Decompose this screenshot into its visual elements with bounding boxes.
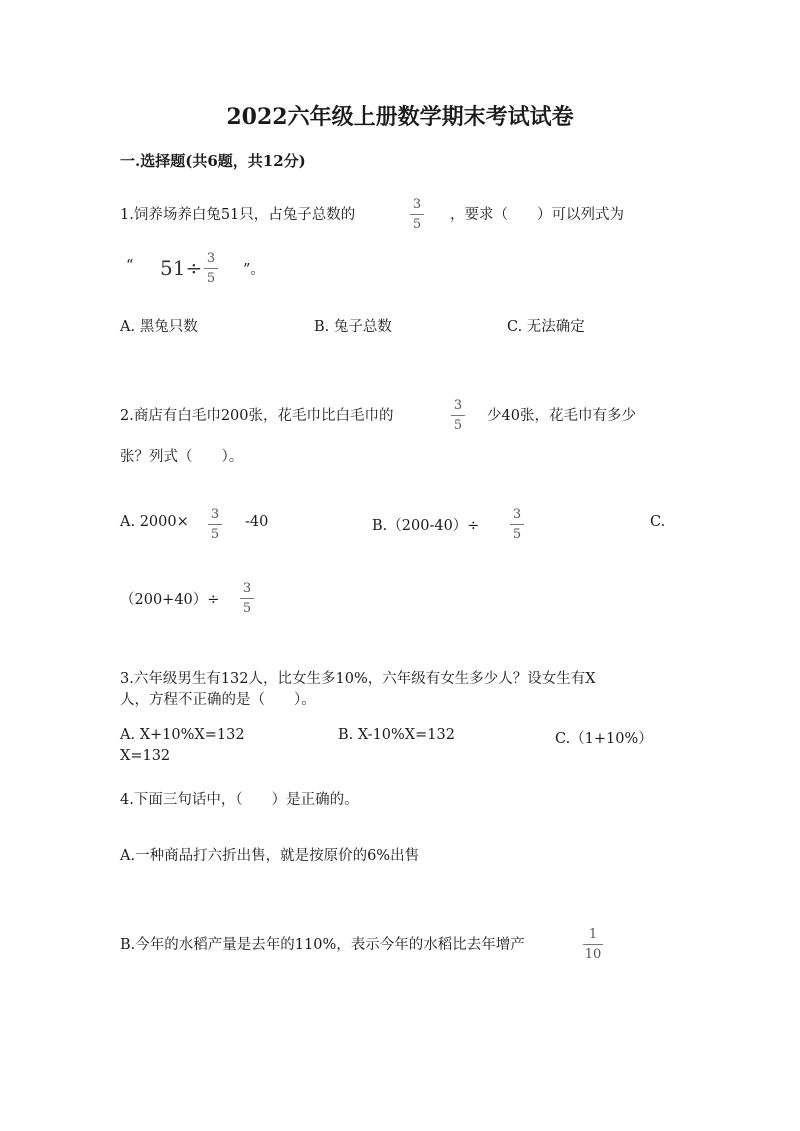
q1-quote-close: ”。	[243, 262, 265, 278]
q3-option-c[interactable]: C.（1+10%）	[555, 731, 653, 747]
q4-option-b-fraction	[583, 928, 603, 961]
q1-option-c[interactable]: C. 无法确定	[507, 319, 585, 335]
q3-stem-line2: 人，方程不正确的是（ ）。	[120, 692, 316, 708]
numerator: 1	[588, 927, 598, 942]
q4-stem: 4.下面三句话中，（ ）是正确的。	[120, 792, 359, 808]
q2-fraction-denominator: 5	[453, 418, 463, 433]
numerator: 3	[210, 507, 220, 522]
q3-stem-line1: 3.六年级男生有132人，比女生多10%，六年级有女生多少人？设女生有X	[120, 671, 596, 687]
q2-stem-part1: 2.商店有白毛巾200张，花毛巾比白毛巾的	[120, 408, 394, 424]
q2-option-c-fraction	[240, 582, 254, 615]
q1-option-a[interactable]: A. 黑兔只数	[120, 319, 198, 335]
q1-option-b[interactable]: B. 兔子总数	[314, 319, 392, 335]
denominator: 5	[242, 601, 252, 616]
denominator: 5	[512, 527, 522, 542]
q2-stem-part3: 张？列式（ ）。	[120, 449, 244, 465]
q4-option-a[interactable]: A.一种商品打六折出售，就是按原价的6%出售	[120, 848, 420, 864]
section-heading: 一.选择题(共6题，共12分)	[120, 152, 306, 170]
numerator: 3	[512, 507, 522, 522]
q3-option-b[interactable]: B. X-10%X=132	[338, 727, 455, 743]
fraction-bar	[583, 944, 603, 945]
page-title: 2022六年级上册数学期末考试试卷	[226, 104, 574, 130]
denominator: 10	[584, 947, 602, 962]
q1-fraction-denominator: 5	[412, 217, 422, 232]
q2-stem-part2: 少40张，花毛巾有多少	[487, 408, 636, 424]
fraction-bar	[451, 415, 465, 416]
q1-fraction	[410, 198, 424, 231]
q1-expr-denominator: 5	[206, 271, 216, 286]
q1-stem-part1: 1.饲养场养白兔51只，占兔子总数的	[120, 207, 356, 223]
q1-fraction-numerator: 3	[412, 197, 422, 212]
denominator: 5	[210, 527, 220, 542]
q2-option-c-label[interactable]: C.	[650, 514, 666, 530]
q4-option-b[interactable]: B.今年的水稻产量是去年的110%，表示今年的水稻比去年增产	[120, 937, 525, 953]
q1-quote-open: “	[126, 258, 134, 274]
q1-expression-fraction	[204, 252, 218, 285]
q1-expr-numerator: 3	[206, 251, 216, 266]
q1-expression: 51÷	[160, 256, 203, 280]
q2-fraction-numerator: 3	[453, 398, 463, 413]
fraction-bar	[510, 524, 524, 525]
q3-option-c-continued: X=132	[120, 748, 171, 764]
q3-option-a[interactable]: A. X+10%X=132	[120, 727, 245, 743]
numerator: 3	[242, 581, 252, 596]
q1-stem-part2: ，要求（ ）可以列式为	[450, 207, 624, 223]
q2-fraction	[451, 399, 465, 432]
fraction-bar	[240, 598, 254, 599]
q2-option-b[interactable]: B.（200-40）÷	[372, 518, 480, 534]
fraction-bar	[204, 268, 218, 269]
q2-option-a[interactable]: A. 2000×	[120, 514, 189, 530]
q2-option-b-fraction	[510, 508, 524, 541]
q2-option-a-fraction	[208, 508, 222, 541]
fraction-bar	[208, 524, 222, 525]
fraction-bar	[410, 214, 424, 215]
q2-option-a-tail: -40	[245, 514, 269, 530]
q2-option-c[interactable]: （200+40）÷	[120, 592, 220, 608]
